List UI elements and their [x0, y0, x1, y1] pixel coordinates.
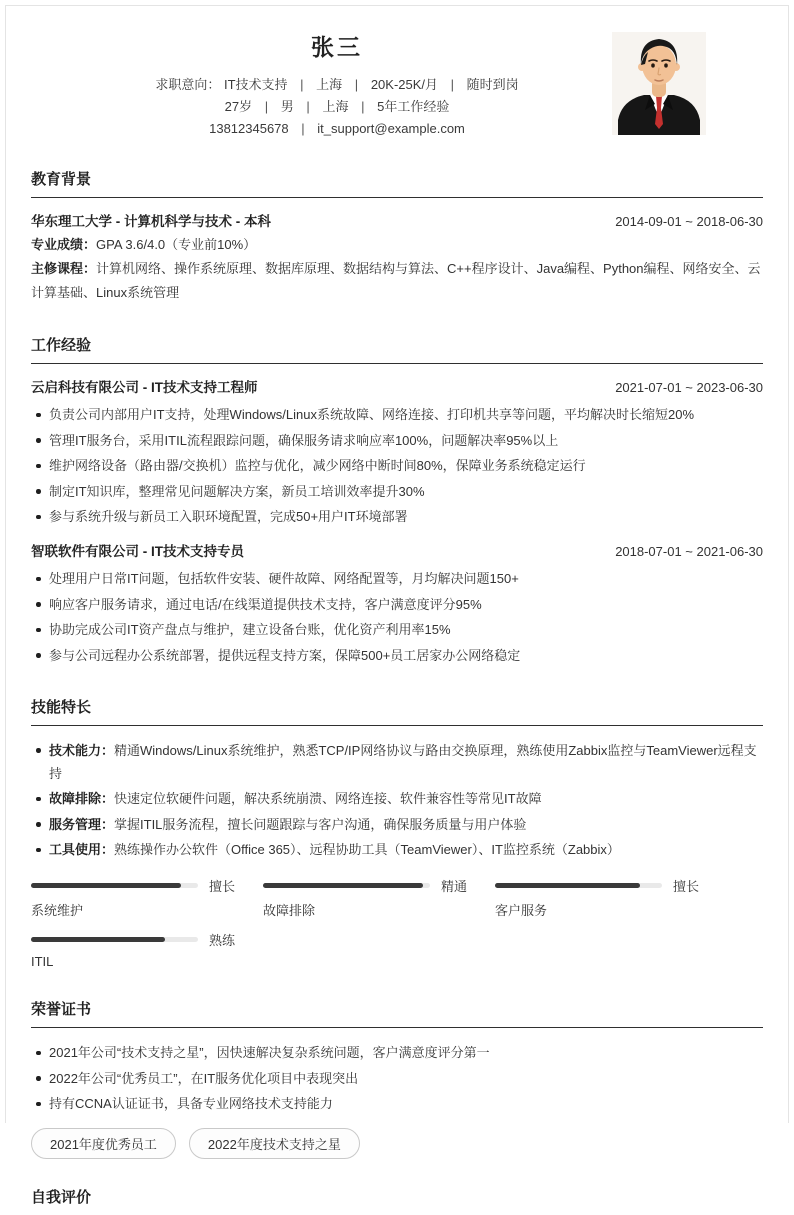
skill-bar-track	[31, 883, 198, 888]
resume-page	[5, 5, 789, 1206]
job-bullet: 参与公司远程办公系统部署，提供远程支持方案，保障500+员工居家办公网络稳定	[31, 644, 763, 667]
skill-bullet	[31, 739, 763, 785]
skill-bar-name: 客户服务	[495, 903, 548, 918]
job-bullet: 负责公司内部用户IT支持，处理Windows/Linux系统故障、网络连接、打印机共享等问题，平均解决时长缩短20%	[31, 403, 763, 426]
job-entry	[31, 377, 763, 528]
separator: |	[301, 121, 305, 136]
skill-bar-item	[263, 878, 479, 919]
skill-label: 服务管理：	[49, 816, 115, 832]
skill-bar-row	[31, 932, 247, 946]
resume-header	[31, 32, 763, 144]
section-title-education: 教育背景	[31, 168, 763, 198]
skill-bullet	[31, 838, 763, 861]
education-entry-row	[31, 211, 763, 233]
header-text	[31, 32, 643, 140]
skill-bar-name: 故障排除	[263, 903, 316, 918]
gpa-value: GPA 3.6/4.0（专业前10%）	[96, 237, 257, 252]
profile-photo	[612, 32, 706, 135]
section-skills	[31, 696, 763, 983]
separator: |	[264, 99, 269, 114]
job-entry	[31, 541, 763, 667]
job-intent-salary: 20K-25K/月	[370, 77, 439, 92]
skill-level-label: 擅长	[673, 878, 700, 894]
separator: |	[450, 77, 455, 92]
skill-bar-fill	[263, 883, 423, 888]
skill-bar-item	[31, 878, 247, 919]
job-date-range: 2018-07-01 ~ 2021-06-30	[615, 544, 763, 559]
age: 27岁	[224, 99, 253, 114]
separator: |	[354, 77, 359, 92]
job-bullet-list	[31, 567, 763, 667]
honors-bullet-list	[31, 1041, 763, 1115]
honor-badge: 2021年度优秀员工	[31, 1128, 176, 1159]
skill-bars	[31, 878, 763, 982]
courses-value: 计算机网络、操作系统原理、数据库原理、数据结构与算法、C++程序设计、Java编程、Python编程、网络安全、云计算基础、Linux系统管理	[31, 261, 761, 300]
gender: 男	[280, 99, 294, 114]
job-company-position: 智联软件有限公司 - IT技术支持专员	[31, 544, 244, 559]
skill-bar-fill	[495, 883, 640, 888]
skill-level-label: 擅长	[209, 878, 236, 894]
job-bullet: 制定IT知识库，整理常见问题解决方案，新员工培训效率提升30%	[31, 480, 763, 503]
skill-bar-row	[495, 878, 711, 892]
skill-bar-name: ITIL	[31, 954, 54, 969]
job-company-position: 云启科技有限公司 - IT技术支持工程师	[31, 380, 258, 395]
honor-bullet: 持有CCNA认证证书，具备专业网络技术支持能力	[31, 1092, 763, 1115]
skill-label: 工具使用：	[49, 842, 115, 857]
separator: |	[300, 77, 304, 92]
job-intent-line	[31, 74, 643, 96]
education-date-range: 2014-09-01 ~ 2018-06-30	[615, 214, 763, 229]
personal-info-line	[31, 96, 643, 118]
skill-bullet	[31, 787, 763, 810]
skill-text: 快速定位软硬件问题，解决系统崩溃、网络连接、软件兼容性等常见IT故障	[114, 791, 542, 806]
skills-bullet-list	[31, 739, 763, 862]
phone-number: 13812345678	[209, 121, 289, 136]
section-title-skills: 技能特长	[31, 696, 763, 726]
job-bullet: 协助完成公司IT资产盘点与维护，建立设备台账，优化资产利用率15%	[31, 618, 763, 641]
honor-bullet: 2021年公司“技术支持之星”，因快速解决复杂系统问题，客户满意度评分第一	[31, 1041, 763, 1064]
skill-bar-fill	[31, 937, 165, 942]
honor-bullet: 2022年公司“优秀员工”，在IT服务优化项目中表现突出	[31, 1067, 763, 1090]
skill-label: 技术能力：	[49, 742, 115, 758]
section-honors	[31, 998, 763, 1159]
section-title-self-evaluation: 自我评价	[31, 1189, 92, 1206]
skill-level-label: 熟练	[209, 932, 236, 948]
email-address: it_support@example.com	[317, 121, 465, 136]
skill-bar-track	[31, 937, 198, 942]
job-bullet-list	[31, 403, 763, 528]
job-bullet: 参与系统升级与新员工入职环境配置，完成50+用户IT环境部署	[31, 505, 763, 528]
contact-info-line	[31, 118, 643, 140]
skill-bar-item	[495, 878, 711, 919]
candidate-name: 张三	[311, 34, 363, 60]
education-gpa-line	[31, 233, 763, 257]
education-courses-line	[31, 257, 763, 305]
job-entry-row	[31, 541, 763, 563]
city: 上海	[322, 99, 349, 114]
skill-bullet	[31, 813, 763, 836]
honor-badges	[31, 1128, 763, 1159]
skill-bar-row	[263, 878, 479, 892]
skill-text: 精通Windows/Linux系统维护，熟悉TCP/IP网络协议与路由交换原理，熟练使用Zabbix监控与TeamViewer远程支持	[49, 742, 757, 781]
section-title-honors: 荣誉证书	[31, 998, 763, 1028]
section-title-work: 工作经验	[31, 334, 763, 364]
job-intent-position: IT技术支持	[223, 77, 288, 92]
gpa-label: 专业成绩：	[31, 237, 97, 252]
job-entry-row	[31, 377, 763, 399]
skill-label: 故障排除：	[49, 791, 115, 806]
job-intent-availability: 随时到岗	[466, 77, 519, 92]
skill-text: 熟练操作办公软件（Office 365）、远程协助工具（TeamViewer）、IT监控系统（Zabbix）	[114, 842, 620, 857]
skill-level-label: 精通	[441, 878, 468, 894]
skill-bar-item	[31, 932, 247, 969]
separator: |	[306, 99, 310, 114]
skill-text: 掌握ITIL服务流程，擅长问题跟踪与客户沟通，确保服务质量与用户体验	[114, 816, 527, 832]
job-date-range: 2021-07-01 ~ 2023-06-30	[615, 380, 763, 395]
skill-bar-track	[495, 883, 662, 888]
section-work	[31, 334, 763, 667]
job-bullet: 管理IT服务台，采用ITIL流程跟踪问题，确保服务请求响应率100%，问题解决率95%以上	[31, 429, 763, 452]
honor-badge: 2022年度技术支持之星	[189, 1128, 360, 1159]
skill-bar-track	[263, 883, 430, 888]
skill-bar-fill	[31, 883, 181, 888]
courses-label: 主修课程：	[31, 261, 97, 276]
education-school-degree: 华东理工大学 - 计算机科学与技术 - 本科	[31, 214, 271, 229]
job-bullet: 维护网络设备（路由器/交换机）监控与优化，减少网络中断时间80%，保障业务系统稳定运行	[31, 454, 763, 477]
skill-bar-name: 系统维护	[31, 903, 84, 918]
job-intent-city: 上海	[316, 77, 343, 92]
job-bullet: 响应客户服务请求，通过电话/在线渠道提供技术支持，客户满意度评分95%	[31, 593, 763, 616]
job-intent-label: 求职意向：	[155, 77, 221, 92]
skill-bar-row	[31, 878, 247, 892]
experience-years: 5年工作经验	[377, 99, 450, 114]
section-education	[31, 168, 763, 305]
job-bullet: 处理用户日常IT问题，包括软件安装、硬件故障、网络配置等，月均解决问题150+	[31, 567, 763, 590]
section-self-evaluation	[31, 1186, 763, 1215]
separator: |	[361, 99, 365, 114]
